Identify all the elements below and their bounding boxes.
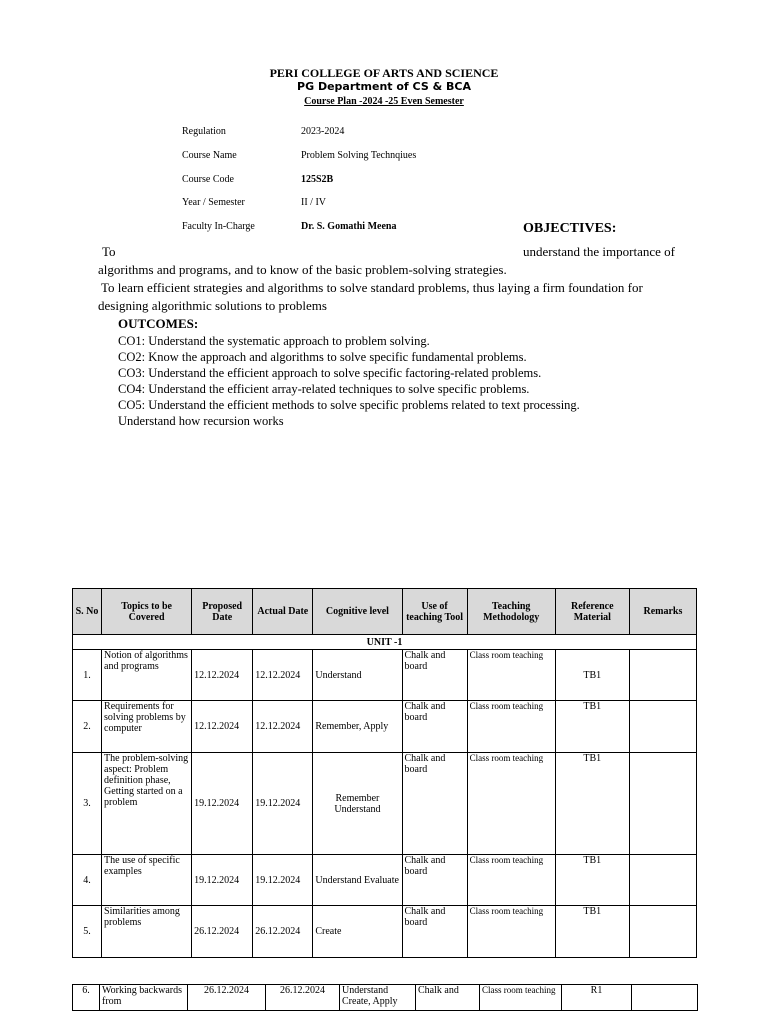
cell-tool: Chalk and board — [402, 701, 467, 753]
cell-proposed-date: 26.12.2024 — [188, 985, 266, 1011]
header-sno: S. No — [73, 589, 102, 635]
cell-cognitive: Understand Evaluate — [313, 855, 402, 906]
objectives-line3: To learn efficient strategies and algorithms to solve standard problems, thus laying a firm foundation for — [98, 280, 643, 295]
cell-reference: TB1 — [555, 855, 629, 906]
cell-tool: Chalk and — [416, 985, 480, 1011]
cell-reference: R1 — [562, 985, 632, 1011]
cell-actual-date: 12.12.2024 — [253, 650, 313, 701]
cell-sno: 6. — [73, 985, 100, 1011]
objectives-line1: understand the importance of — [523, 244, 675, 259]
table-row — [73, 701, 697, 753]
regulation-value: 2023-2024 — [301, 126, 345, 137]
faculty-value: Dr. S. Gomathi Meena — [301, 221, 397, 232]
regulation-label: Regulation — [182, 126, 226, 137]
course-code-label: Course Code — [182, 174, 234, 185]
year-semester-label: Year / Semester — [182, 197, 245, 208]
cell-sno: 5. — [73, 906, 102, 958]
header-teaching-methodology: Teaching Methodology — [467, 589, 555, 635]
cell-tool: Chalk and board — [402, 855, 467, 906]
cell-tool: Chalk and board — [402, 906, 467, 958]
header-remarks: Remarks — [629, 589, 696, 635]
cell-methodology: Class room teaching — [467, 753, 555, 855]
header-teaching-tool: Use of teaching Tool — [402, 589, 467, 635]
cell-sno: 4. — [73, 855, 102, 906]
unit-label: UNIT -1 — [73, 635, 697, 650]
course-plan-table-continued — [72, 984, 698, 1011]
cell-cognitive: Understand Create, Apply — [340, 985, 416, 1011]
cell-topic: Similarities among problems — [102, 906, 192, 958]
outcome-item: CO1: Understand the systematic approach to problem solving. — [118, 334, 430, 348]
cell-actual-date: 19.12.2024 — [253, 753, 313, 855]
cell-sno: 2. — [73, 701, 102, 753]
cell-methodology: Class room teaching — [467, 701, 555, 753]
faculty-label: Faculty In-Charge — [182, 221, 255, 232]
table-row — [73, 753, 697, 855]
cell-topic: The problem-solving aspect: Problem definition phase, Getting started on a problem — [102, 753, 192, 855]
cell-remarks — [629, 701, 696, 753]
outcome-item: CO2: Know the approach and algorithms to solve specific fundamental problems. — [118, 350, 527, 364]
header-topics: Topics to be Covered — [102, 589, 192, 635]
table-row — [73, 906, 697, 958]
header-proposed-date: Proposed Date — [192, 589, 253, 635]
cell-sno: 3. — [73, 753, 102, 855]
course-name-label: Course Name — [182, 150, 237, 161]
table-row — [73, 985, 698, 1011]
cell-topic: Requirements for solving problems by computer — [102, 701, 192, 753]
cell-topic: The use of specific examples — [102, 855, 192, 906]
header-cognitive-level: Cognitive level — [313, 589, 402, 635]
outcome-item: CO3: Understand the efficient approach to solve specific factoring-related problems. — [118, 366, 542, 380]
cell-proposed-date: 26.12.2024 — [192, 906, 253, 958]
cell-remarks — [632, 985, 698, 1011]
cell-cognitive: Understand — [313, 650, 402, 701]
objectives-to: To — [102, 244, 116, 259]
header-reference-material: Reference Material — [555, 589, 629, 635]
cell-proposed-date: 12.12.2024 — [192, 701, 253, 753]
objectives-title: OBJECTIVES: — [523, 221, 617, 236]
outcomes-title: OUTCOMES: — [118, 316, 199, 331]
cell-cognitive: Create — [313, 906, 402, 958]
cell-tool: Chalk and board — [402, 753, 467, 855]
cell-actual-date: 26.12.2024 — [266, 985, 340, 1011]
cell-methodology: Class room teaching — [467, 855, 555, 906]
cell-topic: Working backwards from — [100, 985, 188, 1011]
cell-proposed-date: 19.12.2024 — [192, 753, 253, 855]
cell-reference: TB1 — [555, 701, 629, 753]
cell-reference: TB1 — [555, 650, 629, 701]
cell-cognitive: Remember, Apply — [313, 701, 402, 753]
cell-remarks — [629, 906, 696, 958]
course-code-value: 125S2B — [301, 174, 334, 185]
year-semester-value: II / IV — [301, 197, 326, 208]
cell-methodology: Class room teaching — [467, 650, 555, 701]
college-name: PERI COLLEGE OF ARTS AND SCIENCE — [269, 66, 499, 80]
cell-remarks — [629, 855, 696, 906]
cell-proposed-date: 19.12.2024 — [192, 855, 253, 906]
cell-reference: TB1 — [555, 906, 629, 958]
table-row — [73, 650, 697, 701]
objectives-line4: designing algorithmic solutions to problems — [98, 298, 327, 313]
cell-topic: Notion of algorithms and programs — [102, 650, 192, 701]
outcome-item: Understand how recursion works — [118, 414, 284, 428]
cell-tool: Chalk and board — [402, 650, 467, 701]
cell-actual-date: 26.12.2024 — [253, 906, 313, 958]
cell-reference: TB1 — [555, 753, 629, 855]
outcome-item: CO4: Understand the efficient array-related techniques to solve specific problems. — [118, 382, 530, 396]
unit-row — [73, 635, 697, 650]
cell-remarks — [629, 753, 696, 855]
table-header-row — [73, 589, 697, 635]
table-row — [73, 855, 697, 906]
cell-sno: 1. — [73, 650, 102, 701]
course-name-value: Problem Solving Technqiues — [301, 150, 417, 161]
cell-methodology: Class room teaching — [467, 906, 555, 958]
course-plan-table — [72, 588, 697, 958]
cell-proposed-date: 12.12.2024 — [192, 650, 253, 701]
objectives-line2: algorithms and programs, and to know of the basic problem-solving strategies. — [98, 262, 507, 277]
department-name: PG Department of CS & BCA — [297, 80, 471, 93]
cell-methodology: Class room teaching — [480, 985, 562, 1011]
course-plan-text: Course Plan -2024 -25 Even Semester — [304, 96, 464, 107]
course-plan-title — [0, 96, 768, 107]
cell-actual-date: 19.12.2024 — [253, 855, 313, 906]
outcome-item: CO5: Understand the efficient methods to solve specific problems related to text processing. — [118, 398, 580, 412]
cell-cognitive: Remember Understand — [313, 753, 402, 855]
cell-remarks — [629, 650, 696, 701]
header-actual-date: Actual Date — [253, 589, 313, 635]
cell-actual-date: 12.12.2024 — [253, 701, 313, 753]
